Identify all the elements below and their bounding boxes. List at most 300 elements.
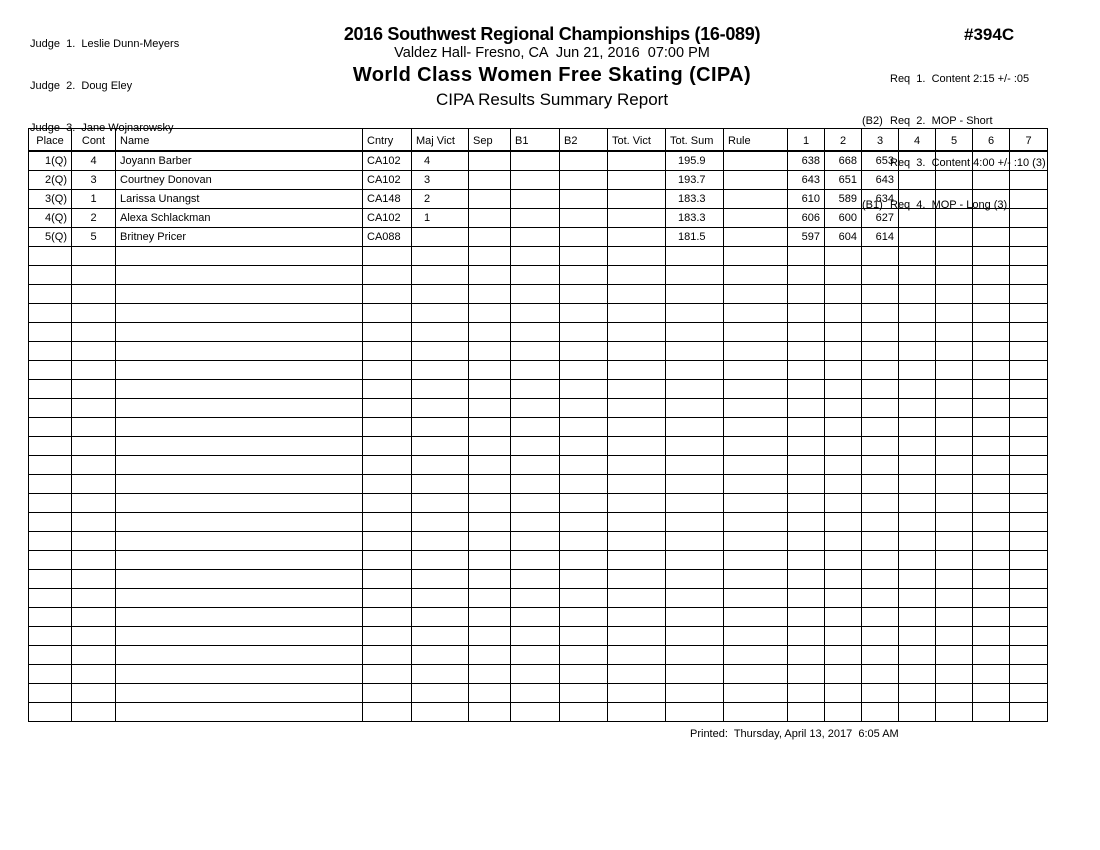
table-row — [29, 627, 1048, 646]
cell-rule — [724, 532, 788, 551]
cell-sep — [469, 304, 511, 323]
cell-j7 — [1010, 627, 1048, 646]
cell-j1 — [788, 494, 825, 513]
cell-cont — [72, 475, 116, 494]
cell-rule — [724, 646, 788, 665]
cell-name — [116, 342, 363, 361]
cell-maj: 1 — [412, 209, 469, 228]
cell-place — [29, 608, 72, 627]
cell-j2: 589 — [825, 190, 862, 209]
cell-j6 — [973, 532, 1010, 551]
cell-cont — [72, 684, 116, 703]
cell-name — [116, 627, 363, 646]
cell-totsum — [666, 456, 724, 475]
cell-name — [116, 285, 363, 304]
cell-j6 — [973, 475, 1010, 494]
cell-sep — [469, 665, 511, 684]
cell-j3 — [862, 361, 899, 380]
cell-rule — [724, 285, 788, 304]
cell-j6 — [973, 665, 1010, 684]
cell-j1 — [788, 456, 825, 475]
cell-j6 — [973, 323, 1010, 342]
cell-cont: 2 — [72, 209, 116, 228]
cell-sep — [469, 342, 511, 361]
report-title: CIPA Results Summary Report — [435, 90, 669, 109]
cell-rule — [724, 323, 788, 342]
cell-rule — [724, 361, 788, 380]
cell-sep — [469, 703, 511, 722]
venue-datetime: Valdez Hall- Fresno, CA Jun 21, 2016 07:00 PM — [394, 45, 710, 61]
cell-cont — [72, 513, 116, 532]
cell-rule — [724, 266, 788, 285]
cell-j6 — [973, 285, 1010, 304]
cell-rule — [724, 456, 788, 475]
table-row — [29, 570, 1048, 589]
cell-totsum — [666, 551, 724, 570]
cell-b1 — [511, 570, 560, 589]
cell-j5 — [936, 684, 973, 703]
cell-rule — [724, 494, 788, 513]
cell-j6 — [973, 551, 1010, 570]
cell-j3 — [862, 608, 899, 627]
cell-name: Larissa Unangst — [116, 190, 363, 209]
table-row — [29, 209, 1048, 228]
table-row — [29, 228, 1048, 247]
cell-place — [29, 285, 72, 304]
cell-b1 — [511, 399, 560, 418]
cell-totsum — [666, 513, 724, 532]
column-header: Cntry — [363, 129, 412, 152]
cell-cntry — [363, 323, 412, 342]
cell-j6 — [973, 437, 1010, 456]
cell-cntry — [363, 437, 412, 456]
cell-sep — [469, 437, 511, 456]
cell-j3: 627 — [862, 209, 899, 228]
cell-j7 — [1010, 380, 1048, 399]
cell-j1 — [788, 323, 825, 342]
cell-j6 — [973, 228, 1010, 247]
cell-cntry — [363, 361, 412, 380]
cell-j5 — [936, 437, 973, 456]
cell-j5 — [936, 494, 973, 513]
requirement-2: (B2) Req 2. MOP - Short — [862, 115, 993, 127]
cell-j5 — [936, 228, 973, 247]
cell-j1 — [788, 247, 825, 266]
column-header: B1 — [511, 129, 560, 152]
column-header: 5 — [936, 129, 973, 152]
cell-cntry — [363, 513, 412, 532]
cell-j2 — [825, 247, 862, 266]
cell-rule — [724, 209, 788, 228]
cell-name — [116, 418, 363, 437]
cell-name — [116, 266, 363, 285]
cell-b1 — [511, 209, 560, 228]
cell-cntry — [363, 589, 412, 608]
cell-place — [29, 703, 72, 722]
column-header: Rule — [724, 129, 788, 152]
cell-maj — [412, 513, 469, 532]
cell-totvict — [608, 437, 666, 456]
cell-totsum — [666, 285, 724, 304]
cell-place — [29, 646, 72, 665]
cell-j1: 643 — [788, 171, 825, 190]
table-row — [29, 190, 1048, 209]
cell-j3 — [862, 266, 899, 285]
cell-j3 — [862, 684, 899, 703]
cell-j1 — [788, 608, 825, 627]
cell-rule — [724, 171, 788, 190]
cell-rule — [724, 665, 788, 684]
cell-j6 — [973, 494, 1010, 513]
judge-2: Judge 2. Doug Eley — [30, 80, 133, 92]
cell-b1 — [511, 513, 560, 532]
cell-b1 — [511, 665, 560, 684]
cell-j7 — [1010, 570, 1048, 589]
cell-cont — [72, 247, 116, 266]
table-row — [29, 684, 1048, 703]
cell-b1 — [511, 285, 560, 304]
cell-sep — [469, 608, 511, 627]
cell-b1 — [511, 266, 560, 285]
cell-totsum: 195.9 — [666, 151, 724, 171]
cell-j7 — [1010, 323, 1048, 342]
cell-cntry: CA088 — [363, 228, 412, 247]
cell-b2 — [560, 532, 608, 551]
cell-totsum — [666, 342, 724, 361]
cell-maj — [412, 456, 469, 475]
cell-totsum: 181.5 — [666, 228, 724, 247]
cell-j5 — [936, 475, 973, 494]
cell-totsum — [666, 608, 724, 627]
cell-j4 — [899, 247, 936, 266]
cell-b2 — [560, 646, 608, 665]
cell-cntry — [363, 665, 412, 684]
cell-maj — [412, 399, 469, 418]
cell-j6 — [973, 190, 1010, 209]
cell-j4 — [899, 437, 936, 456]
cell-j1 — [788, 361, 825, 380]
cell-b2 — [560, 608, 608, 627]
cell-cont — [72, 456, 116, 475]
cell-maj — [412, 627, 469, 646]
cell-sep — [469, 190, 511, 209]
cell-cntry — [363, 456, 412, 475]
table-row — [29, 494, 1048, 513]
cell-j6 — [973, 361, 1010, 380]
cell-j6 — [973, 513, 1010, 532]
cell-j4 — [899, 151, 936, 171]
cell-sep — [469, 627, 511, 646]
cell-cntry — [363, 627, 412, 646]
cell-name — [116, 608, 363, 627]
cell-sep — [469, 151, 511, 171]
cell-j2 — [825, 570, 862, 589]
cell-maj: 4 — [412, 151, 469, 171]
cell-j3 — [862, 589, 899, 608]
cell-j7 — [1010, 532, 1048, 551]
cell-totsum — [666, 589, 724, 608]
cell-b1 — [511, 627, 560, 646]
cell-j5 — [936, 627, 973, 646]
requirement-1: Req 1. Content 2:15 +/- :05 — [890, 73, 1030, 85]
cell-j6 — [973, 627, 1010, 646]
cell-totvict — [608, 304, 666, 323]
cell-j7 — [1010, 684, 1048, 703]
cell-name — [116, 247, 363, 266]
cell-place: 2(Q) — [29, 171, 72, 190]
cell-name: Britney Pricer — [116, 228, 363, 247]
results-table — [28, 128, 1048, 722]
cell-j1: 638 — [788, 151, 825, 171]
cell-cntry — [363, 570, 412, 589]
column-header: 2 — [825, 129, 862, 152]
cell-place — [29, 266, 72, 285]
cell-name — [116, 703, 363, 722]
cell-j5 — [936, 266, 973, 285]
cell-totsum — [666, 570, 724, 589]
cell-cont — [72, 437, 116, 456]
cell-j1 — [788, 304, 825, 323]
cell-sep — [469, 494, 511, 513]
cell-totsum: 183.3 — [666, 209, 724, 228]
cell-totsum — [666, 323, 724, 342]
cell-j1 — [788, 513, 825, 532]
cell-rule — [724, 399, 788, 418]
cell-cntry — [363, 342, 412, 361]
cell-j7 — [1010, 399, 1048, 418]
cell-b2 — [560, 703, 608, 722]
cell-j4 — [899, 171, 936, 190]
cell-b2 — [560, 228, 608, 247]
cell-j2 — [825, 494, 862, 513]
cell-b1 — [511, 304, 560, 323]
cell-b2 — [560, 247, 608, 266]
cell-place — [29, 399, 72, 418]
cell-cont: 1 — [72, 190, 116, 209]
cell-j3 — [862, 627, 899, 646]
cell-totsum — [666, 665, 724, 684]
cell-cont — [72, 323, 116, 342]
cell-place — [29, 513, 72, 532]
cell-j5 — [936, 285, 973, 304]
cell-place — [29, 361, 72, 380]
cell-j7 — [1010, 151, 1048, 171]
cell-b2 — [560, 665, 608, 684]
table-row — [29, 589, 1048, 608]
cell-b1 — [511, 703, 560, 722]
cell-cont — [72, 304, 116, 323]
cell-totvict — [608, 703, 666, 722]
cell-j5 — [936, 342, 973, 361]
cell-j1 — [788, 380, 825, 399]
cell-maj — [412, 570, 469, 589]
requirement-4: (B1) Req 4. MOP - Long (3) — [862, 199, 1008, 211]
cell-j1 — [788, 570, 825, 589]
cell-j4 — [899, 665, 936, 684]
column-header: Tot. Vict — [608, 129, 666, 152]
cell-j3 — [862, 456, 899, 475]
cell-b1 — [511, 323, 560, 342]
cell-j6 — [973, 209, 1010, 228]
cell-sep — [469, 209, 511, 228]
column-header: Maj Vict — [412, 129, 469, 152]
cell-rule — [724, 608, 788, 627]
cell-b2 — [560, 627, 608, 646]
cell-j4 — [899, 418, 936, 437]
table-row — [29, 171, 1048, 190]
cell-cont: 4 — [72, 151, 116, 171]
cell-sep — [469, 589, 511, 608]
cell-totvict — [608, 342, 666, 361]
event-number: #394C — [964, 25, 1015, 44]
cell-j4 — [899, 228, 936, 247]
cell-j5 — [936, 703, 973, 722]
cell-totvict — [608, 361, 666, 380]
cell-j6 — [973, 589, 1010, 608]
cell-rule — [724, 228, 788, 247]
cell-maj — [412, 361, 469, 380]
cell-place — [29, 437, 72, 456]
table-row — [29, 380, 1048, 399]
table-row — [29, 266, 1048, 285]
table-row — [29, 247, 1048, 266]
cell-j3 — [862, 342, 899, 361]
cell-j2 — [825, 361, 862, 380]
cell-name — [116, 532, 363, 551]
cell-j2 — [825, 266, 862, 285]
cell-j1 — [788, 665, 825, 684]
cell-j3: 614 — [862, 228, 899, 247]
cell-j4 — [899, 570, 936, 589]
cell-maj — [412, 247, 469, 266]
cell-j1 — [788, 342, 825, 361]
cell-totvict — [608, 551, 666, 570]
cell-b2 — [560, 399, 608, 418]
cell-j1 — [788, 589, 825, 608]
cell-name — [116, 684, 363, 703]
cell-j4 — [899, 475, 936, 494]
cell-totvict — [608, 627, 666, 646]
cell-j4 — [899, 684, 936, 703]
cell-b2 — [560, 437, 608, 456]
cell-j6 — [973, 247, 1010, 266]
cell-j1 — [788, 399, 825, 418]
cell-place: 5(Q) — [29, 228, 72, 247]
cell-totvict — [608, 380, 666, 399]
column-header: Name — [116, 129, 363, 152]
cell-totsum — [666, 475, 724, 494]
cell-j7 — [1010, 304, 1048, 323]
cell-sep — [469, 570, 511, 589]
cell-j2 — [825, 608, 862, 627]
cell-j4 — [899, 532, 936, 551]
cell-j1 — [788, 551, 825, 570]
cell-totsum — [666, 247, 724, 266]
cell-place — [29, 342, 72, 361]
cell-place — [29, 304, 72, 323]
cell-cont — [72, 665, 116, 684]
cell-maj — [412, 418, 469, 437]
cell-totsum: 183.3 — [666, 190, 724, 209]
cell-maj — [412, 684, 469, 703]
cell-name — [116, 646, 363, 665]
cell-j4 — [899, 494, 936, 513]
cell-j7 — [1010, 551, 1048, 570]
cell-j2: 604 — [825, 228, 862, 247]
cell-totsum: 193.7 — [666, 171, 724, 190]
cell-cont — [72, 266, 116, 285]
cell-maj — [412, 608, 469, 627]
table-row — [29, 513, 1048, 532]
cell-j1 — [788, 703, 825, 722]
cell-cntry — [363, 304, 412, 323]
cell-j2 — [825, 589, 862, 608]
cell-b2 — [560, 380, 608, 399]
cell-j7 — [1010, 513, 1048, 532]
cell-name: Courtney Donovan — [116, 171, 363, 190]
cell-name — [116, 570, 363, 589]
cell-j5 — [936, 513, 973, 532]
cell-j1 — [788, 266, 825, 285]
cell-cont — [72, 361, 116, 380]
cell-totsum — [666, 361, 724, 380]
cell-j4 — [899, 608, 936, 627]
cell-cont — [72, 399, 116, 418]
cell-j3: 643 — [862, 171, 899, 190]
cell-j2 — [825, 456, 862, 475]
cell-j7 — [1010, 361, 1048, 380]
cell-j3 — [862, 247, 899, 266]
cell-maj — [412, 532, 469, 551]
cell-j2: 651 — [825, 171, 862, 190]
cell-place — [29, 323, 72, 342]
column-header: 4 — [899, 129, 936, 152]
cell-j7 — [1010, 494, 1048, 513]
cell-j5 — [936, 151, 973, 171]
cell-b1 — [511, 151, 560, 171]
cell-name — [116, 551, 363, 570]
cell-totvict — [608, 228, 666, 247]
table-row — [29, 285, 1048, 304]
cell-j2 — [825, 399, 862, 418]
cell-cntry — [363, 551, 412, 570]
cell-rule — [724, 418, 788, 437]
cell-b1 — [511, 361, 560, 380]
cell-j6 — [973, 684, 1010, 703]
cell-place — [29, 380, 72, 399]
column-header: Tot. Sum — [666, 129, 724, 152]
cell-totsum — [666, 437, 724, 456]
cell-j6 — [973, 703, 1010, 722]
cell-j2 — [825, 703, 862, 722]
cell-totvict — [608, 323, 666, 342]
cell-totvict — [608, 589, 666, 608]
cell-j7 — [1010, 190, 1048, 209]
cell-j6 — [973, 266, 1010, 285]
cell-j2 — [825, 513, 862, 532]
cell-cntry — [363, 684, 412, 703]
cell-j5 — [936, 361, 973, 380]
cell-cntry — [363, 475, 412, 494]
cell-b1 — [511, 437, 560, 456]
cell-cntry: CA102 — [363, 151, 412, 171]
cell-j3 — [862, 646, 899, 665]
cell-place — [29, 494, 72, 513]
cell-j6 — [973, 570, 1010, 589]
cell-rule — [724, 475, 788, 494]
cell-b1 — [511, 380, 560, 399]
cell-b1 — [511, 551, 560, 570]
